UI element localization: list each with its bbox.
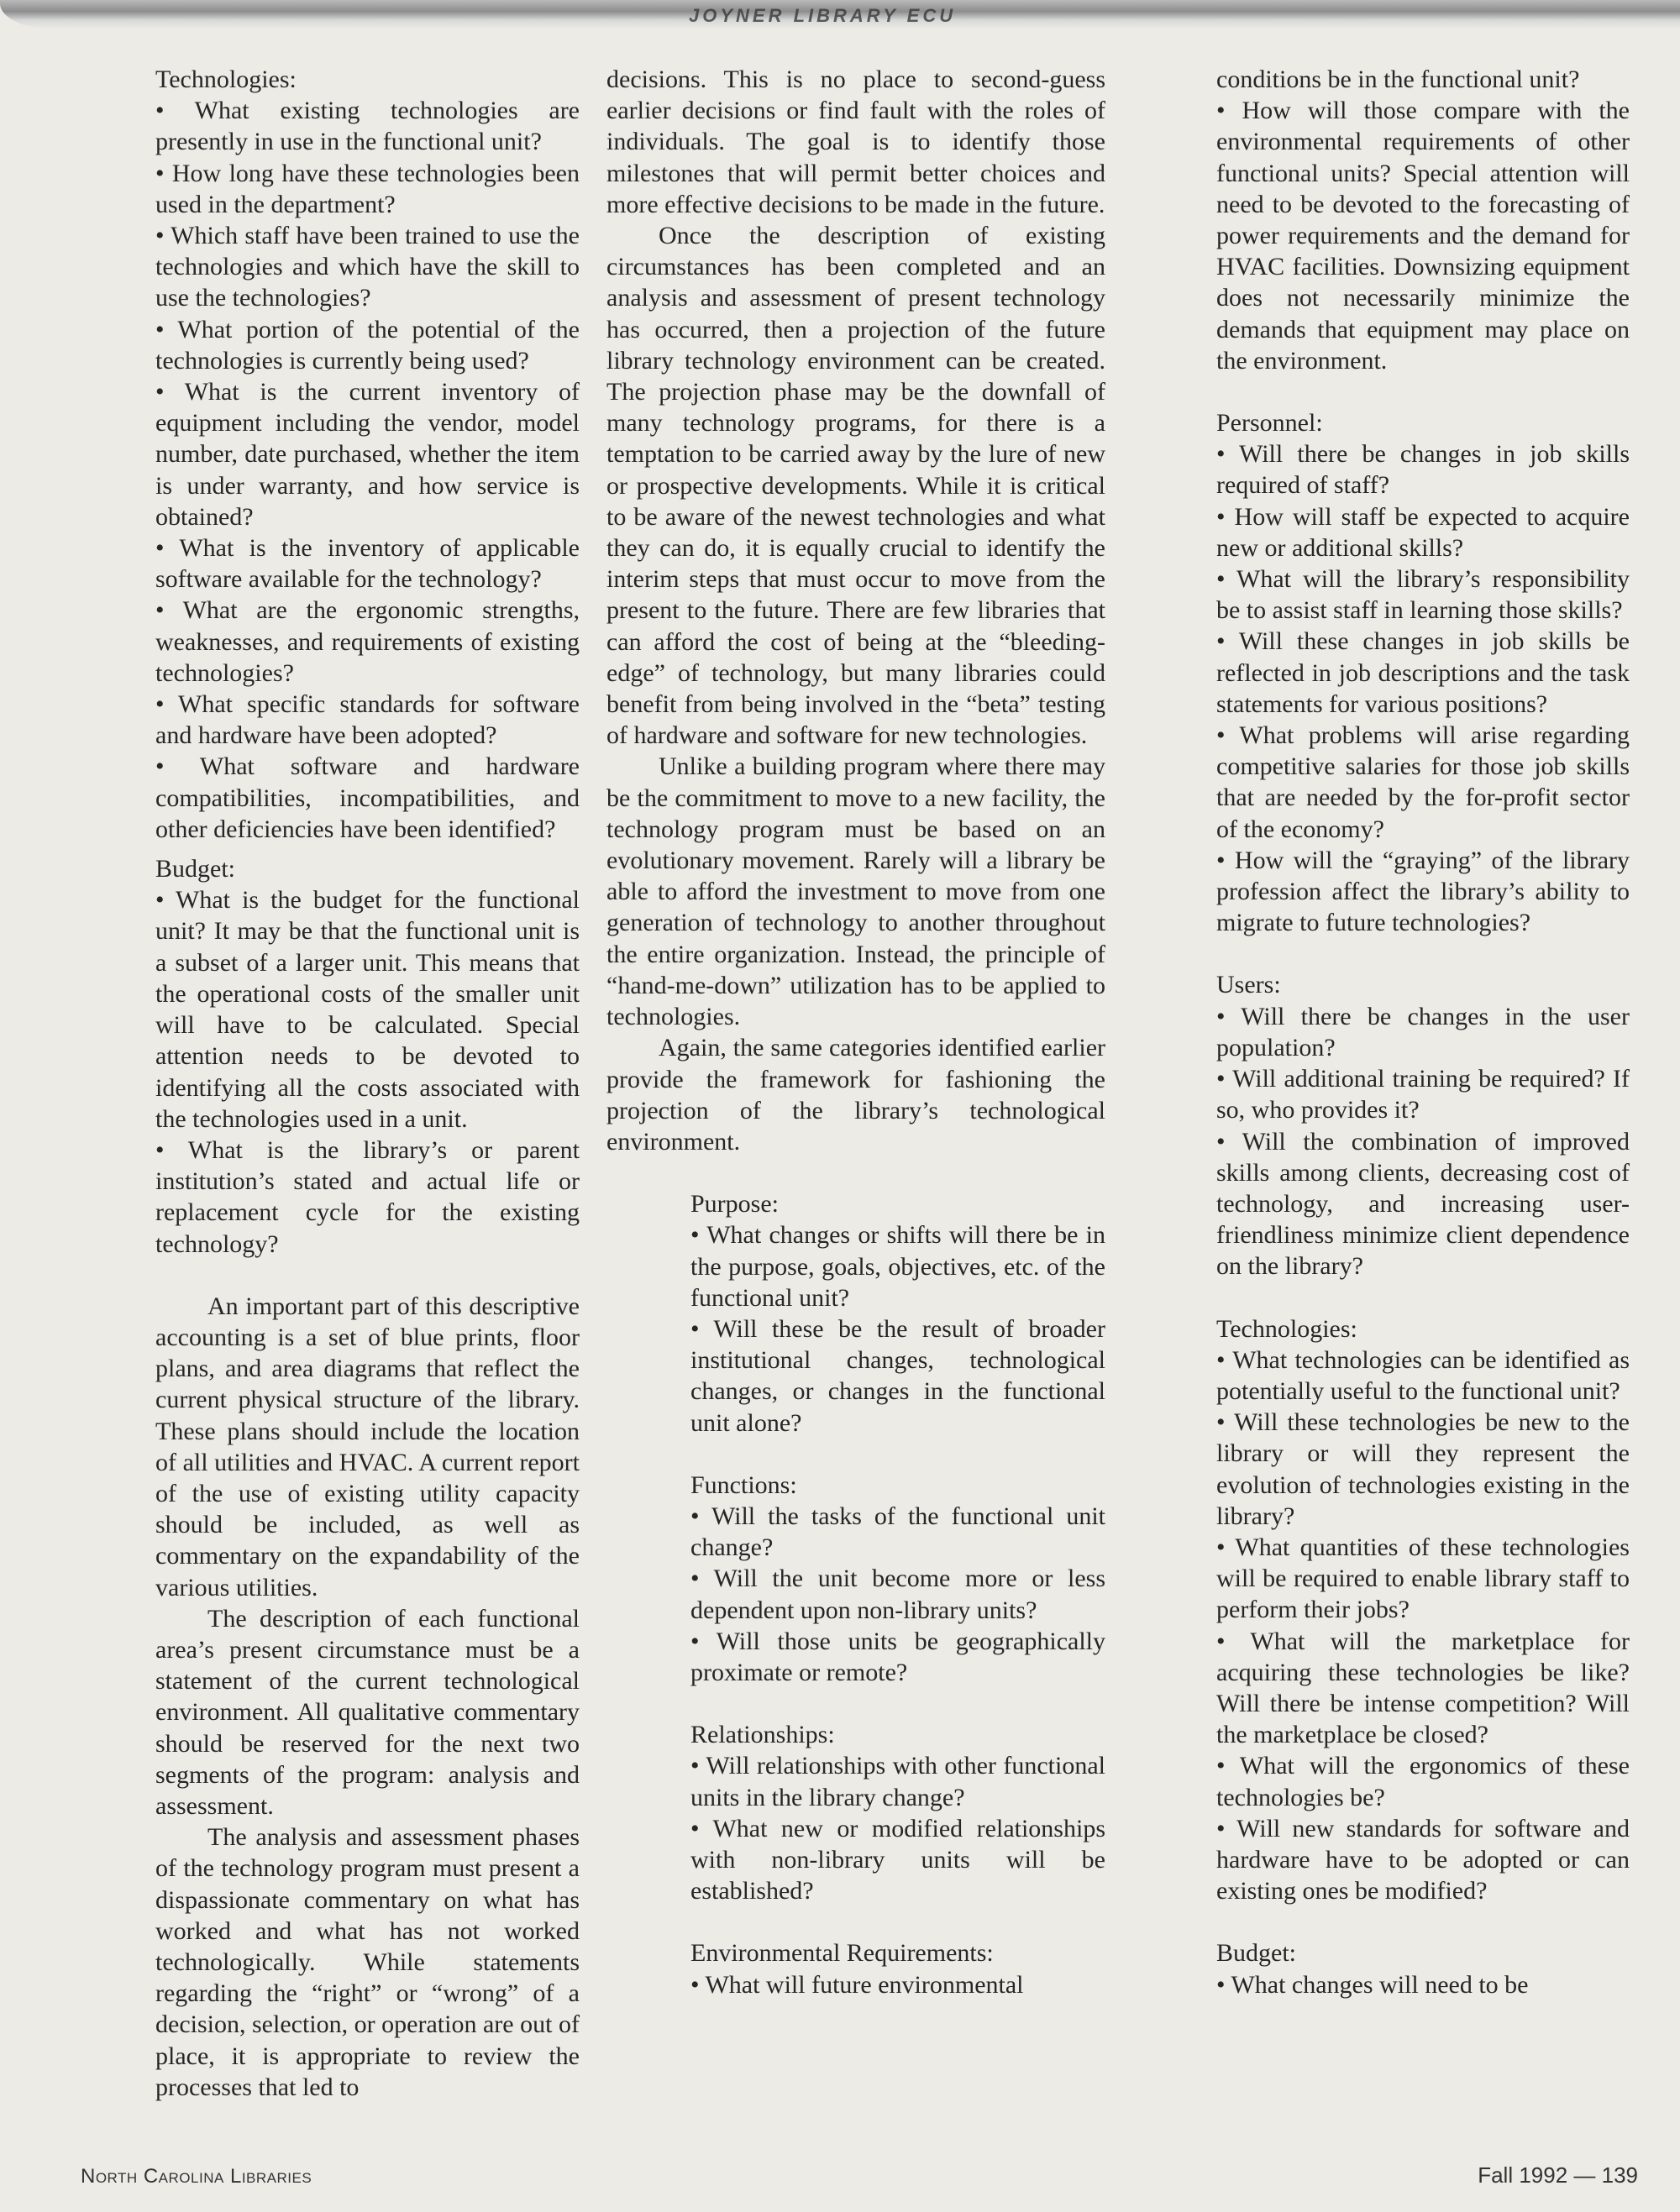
body-paragraph: Once the description of existing circumstances has been completed and an analysis and assessment of present technology has occurred, then a projection of the future library technology environment can be created. The projection phase may be the downfall of many technology programs, for there is a temptation to be carried away by the lure of new or prospective developments. While it is critical to be aware of the newest technologies and what they can do, it is equally crucial to identify the interim steps that must occur to move from the present to the future. There are few libraries that can afford the cost of being at the “bleeding-edge” of technology, but many libraries could benefit from being involved in the “beta” testing of hardware and software for new technologies. (606, 222, 1105, 750)
question-item: • What will the ergonomics of these technologies be? (1216, 1752, 1630, 1811)
question-item: • What will the library’s responsibility be to assist staff in learning those skills? (1216, 565, 1630, 625)
question-item: • What will the marketplace for acquiring these technologies be like? Will there be intense competition? Will the marketplace be closed? (1216, 1627, 1630, 1749)
question-item: • Will the combination of improved skills among clients, decreasing cost of technology, and increasing user-friendliness minimize client dependence on the library? (1216, 1127, 1630, 1281)
question-item: • What quantities of these technologies will be required to enable library staff to perform their jobs? (1216, 1533, 1630, 1624)
column-1 (155, 64, 580, 2103)
question-item: • Will relationships with other functional units in the library change? (690, 1752, 1105, 1811)
question-item: • Will the tasks of the functional unit change? (690, 1502, 1105, 1562)
body-paragraph: The description of each functional area’s present circumstance must be a statement of the current technological environment. All qualitative commentary should be reserved for the next two segments of the program: analysis and assessment. (155, 1604, 580, 1820)
body-paragraph: decisions. This is no place to second-guess earlier decisions or find fault with the roles of individuals. The goal is to identify those milestones that will permit better choices and more effective decisions to be made in the future. (606, 66, 1105, 218)
section-heading: Technologies: (155, 66, 297, 93)
section-heading: Technologies: (1216, 1314, 1357, 1343)
body-paragraph: The analysis and assessment phases of the technology program must present a dispassionate commentary on what has worked and what has not worked technologically. While statements regarding the “right” or “wrong” of a decision, selection, or operation are out of place, it is appropriate to review the processes that led to (155, 1823, 580, 2101)
question-item: • Will those units be geographically proximate or remote? (690, 1627, 1105, 1686)
question-item: • Will these changes in job skills be reflected in job descriptions and the task statements for various positions? (1216, 627, 1630, 718)
library-stamp: JOYNER LIBRARY ECU (689, 5, 957, 26)
question-item: • What are the ergonomic strengths, weaknesses, and requirements of existing technologies? (155, 596, 580, 687)
question-item: • Will the unit become more or less dependent upon non-library units? (690, 1565, 1105, 1624)
section-heading: Budget: (1216, 1939, 1296, 1968)
question-item: • Will additional training be required? If so, who provides it? (1216, 1065, 1630, 1124)
question-item: • Which staff have been trained to use the technologies and which have the skill to use the technologies? (155, 222, 580, 312)
body-paragraph: Unlike a building program where there may be the commitment to move to a new facility, the technology program must be based on an evolutionary movement. Rarely will a library be able to afford the investment to move from one generation of technology to another throughout the entire organization. Instead, the principle of “hand-me-down” utilization has to be applied to technologies. (606, 752, 1105, 1031)
question-item: • Will new standards for software and hardware have to be adopted or can existing ones be modified? (1216, 1814, 1630, 1905)
question-item: • Will these be the result of broader institutional changes, technological changes, or changes in the functional unit alone? (690, 1314, 1105, 1437)
section-heading: Users: (1216, 971, 1281, 999)
question-item: • What is the current inventory of equipment including the vendor, model number, date purchased, whether the item is under warranty, and how service is obtained? (155, 378, 580, 531)
body-paragraph: conditions be in the functional unit? (1216, 66, 1580, 93)
section-heading: Environmental Requirements: (690, 1939, 994, 1968)
column-2 (606, 64, 1105, 2000)
column-3 (1216, 64, 1630, 2000)
question-item: • How will those compare with the environmental requirements of other functional units? Special attention will need to be devoted to the forecasting of power requirements and the demand for HVAC facilities. Downsizing equipment does not necessarily minimize the demands that equipment may place on the environment. (1216, 97, 1630, 375)
journal-name: North Carolina Libraries (81, 2165, 312, 2188)
question-item: • How long have these technologies been used in the department? (155, 159, 580, 218)
body-paragraph: Again, the same categories identified earlier provide the framework for fashioning the projection of the library’s technological environment. (606, 1034, 1105, 1156)
issue-page-number: Fall 1992 — 139 (1478, 2162, 1638, 2188)
question-item: • Will there be changes in the user population? (1216, 1002, 1630, 1061)
question-item: • What is the budget for the functional unit? It may be that the functional unit is a subset of a larger unit. This means that the operational costs of the smaller unit will have to be calculated. Special attention needs to be devoted to identifying all the costs associated with the technologies used in a unit. (155, 886, 580, 1133)
question-item: • What technologies can be identified as potentially useful to the functional unit? (1216, 1345, 1630, 1405)
section-heading: Purpose: (690, 1190, 779, 1219)
question-item: • What existing technologies are presently in use in the functional unit? (155, 97, 580, 156)
question-item: • What is the inventory of applicable software available for the technology? (155, 534, 580, 594)
question-item: • What is the library’s or parent institution’s stated and actual life or replacement cycle for the existing technology? (155, 1135, 580, 1258)
question-item: • What portion of the potential of the technologies is currently being used? (155, 315, 580, 375)
question-item: • What new or modified relationships with non-library units will be established? (690, 1814, 1105, 1905)
section-heading: Relationships: (690, 1721, 835, 1749)
body-paragraph: An important part of this descriptive accounting is a set of blue prints, floor plans, and area diagrams that reflect the current physical structure of the library. These plans should include the location of all utilities and HVAC. A current report of the use of existing utility capacity should be included, as well as commentary on the expandability of the various utilities. (155, 1292, 580, 1601)
section-heading: Personnel: (1216, 409, 1323, 438)
question-item: • What software and hardware compatibilities, incompatibilities, and other deficiencies have been identified? (155, 752, 580, 843)
question-item: • What problems will arise regarding competitive salaries for those job skills that are needed by the for-profit sector of the economy? (1216, 721, 1630, 843)
section-heading: Functions: (690, 1470, 797, 1499)
question-item: • How will the “graying” of the library profession affect the library’s ability to migrate to future technologies? (1216, 846, 1630, 937)
column-2-questions (606, 1188, 1105, 2000)
column-2-text (606, 64, 1105, 1157)
question-item: • Will there be changes in job skills required of staff? (1216, 440, 1630, 500)
question-item: • What will future environmental (690, 1970, 1024, 1999)
question-item: • What changes or shifts will there be in the purpose, goals, objectives, etc. of the functional unit? (690, 1221, 1105, 1312)
question-item: • What specific standards for software and hardware have been adopted? (155, 690, 580, 750)
section-heading: Budget: (155, 855, 235, 883)
question-item: • How will staff be expected to acquire new or additional skills? (1216, 502, 1630, 562)
question-item: • What changes will need to be (1216, 1970, 1529, 1999)
question-item: • Will these technologies be new to the library or will they represent the evolution of technologies existing in the library? (1216, 1408, 1630, 1530)
